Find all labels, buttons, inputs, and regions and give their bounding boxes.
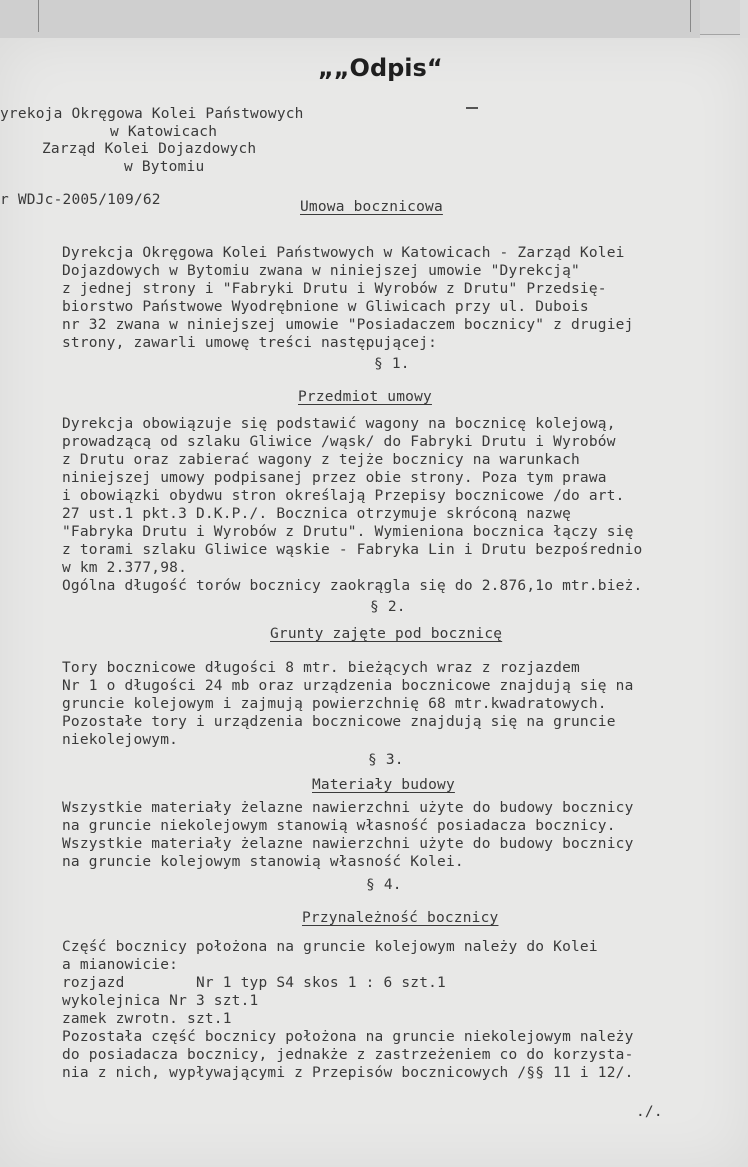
section-number: § 3. <box>368 752 404 768</box>
section-line: a mianowicie: <box>62 957 179 973</box>
section-number: § 4. <box>366 877 402 893</box>
section-line: nia z nich, wypływającymi z Przepisów bocznicowych /§§ 11 i 12/. <box>62 1065 634 1081</box>
section-line: niniejszej umowy podpisanej przez obie strony. Poza tym prawa <box>62 470 607 486</box>
section-line: zamek zwrotn. szt.1 <box>62 1011 232 1027</box>
section-line: Pozostała część bocznicy położona na gruncie niekolejowym należy <box>62 1029 634 1045</box>
section-line: Pozostałe tory i urządzenia bocznicowe znajdują się na gruncie <box>62 714 616 730</box>
section-title: Przedmiot umowy <box>298 389 432 405</box>
header-line: yrekoja Okręgowa Kolei Państwowych <box>0 106 304 122</box>
section-line: Wszystkie materiały żelazne nawierzchni użyte do budowy bocznicy <box>62 836 634 852</box>
header-line: w Bytomiu <box>124 159 205 175</box>
section-line: i obowiązki obydwu stron określają Przepisy bocznicowe /do art. <box>62 488 625 504</box>
section-line: Nr 1 o długości 24 mb oraz urządzenia bocznicowe znajdują się na <box>62 678 634 694</box>
section-number: § 2. <box>370 599 406 615</box>
section-line: prowadzącą od szlaku Gliwice /wąsk/ do Fabryki Drutu i Wyrobów <box>62 434 616 450</box>
section-line: Część bocznicy położona na gruncie kolejowym należy do Kolei <box>62 939 598 955</box>
document-heading: Umowa bocznicowa <box>300 199 443 215</box>
section-line: na gruncie niekolejowym stanowią własność posiadacza bocznicy. <box>62 818 616 834</box>
reference-number: r WDJc-2005/109/62 <box>0 192 161 208</box>
pen-mark <box>466 107 478 109</box>
intro-line: Dojazdowych w Bytomiu zwana w niniejszej umowie "Dyrekcją" <box>62 263 580 279</box>
section-title: Grunty zajęte pod bocznicę <box>270 626 503 642</box>
section-line: na gruncie kolejowym stanowią własność Kolei. <box>62 854 464 870</box>
section-line: niekolejowym. <box>62 732 179 748</box>
intro-line: nr 32 zwana w niniejszej umowie "Posiadaczem bocznicy" z drugiej <box>62 317 634 333</box>
intro-line: z jednej strony i "Fabryki Drutu i Wyrobów z Drutu" Przedsię- <box>62 281 607 297</box>
section-line: Ogólna długość torów bocznicy zaokrągla się do 2.876,1o mtr.bież. <box>62 578 643 594</box>
section-line: 27 ust.1 pkt.3 D.K.P./. Bocznica otrzymuje skróconą nazwę <box>62 506 571 522</box>
section-title: Przynależność bocznicy <box>302 910 499 926</box>
sheet-crease <box>690 0 691 32</box>
section-line: wykolejnica Nr 3 szt.1 <box>62 993 259 1009</box>
section-line: do posiadacza bocznicy, jednakże z zastrzeżeniem co do korzysta- <box>62 1047 634 1063</box>
intro-line: biorstwo Państwowe Wyodrębnione w Gliwicach przy ul. Dubois <box>62 299 589 315</box>
section-number: § 1. <box>374 356 410 372</box>
section-line: rozjazd Nr 1 typ S4 skos 1 : 6 szt.1 <box>62 975 446 991</box>
section-line: z torami szlaku Gliwice wąskie - Fabryka Lin i Drutu bezpośrednio <box>62 542 643 558</box>
header-line: w Katowicach <box>110 124 218 140</box>
section-line: z Drutu oraz zabierać wagony z tejże bocznicy na warunkach <box>62 452 580 468</box>
section-line: "Fabryka Drutu i Wyrobów z Drutu". Wymieniona bocznica łączy się <box>62 524 634 540</box>
intro-line: Dyrekcja Okręgowa Kolei Państwowych w Katowicach - Zarząd Kolei <box>62 245 625 261</box>
header-line: Zarząd Kolei Dojazdowych <box>42 141 257 157</box>
sheet-crease <box>38 0 39 32</box>
section-title: Materiały budowy <box>312 777 455 793</box>
intro-line: strony, zawarli umowę treści następującej: <box>62 335 438 351</box>
section-line: Tory bocznicowe długości 8 mtr. bieżących wraz z rozjazdem <box>62 660 580 676</box>
section-line: w km 2.377,98. <box>62 560 188 576</box>
section-line: gruncie kolejowym i zajmują powierzchnię 68 mtr.kwadratowych. <box>62 696 607 712</box>
section-line: Dyrekcja obowiązuje się podstawić wagony na bocznicę kolejową, <box>62 416 616 432</box>
page-continuation-mark: ./. <box>636 1104 663 1120</box>
section-line: Wszystkie materiały żelazne nawierzchni użyte do budowy bocznicy <box>62 800 634 816</box>
document-title: „„Odpis“ <box>318 54 443 82</box>
